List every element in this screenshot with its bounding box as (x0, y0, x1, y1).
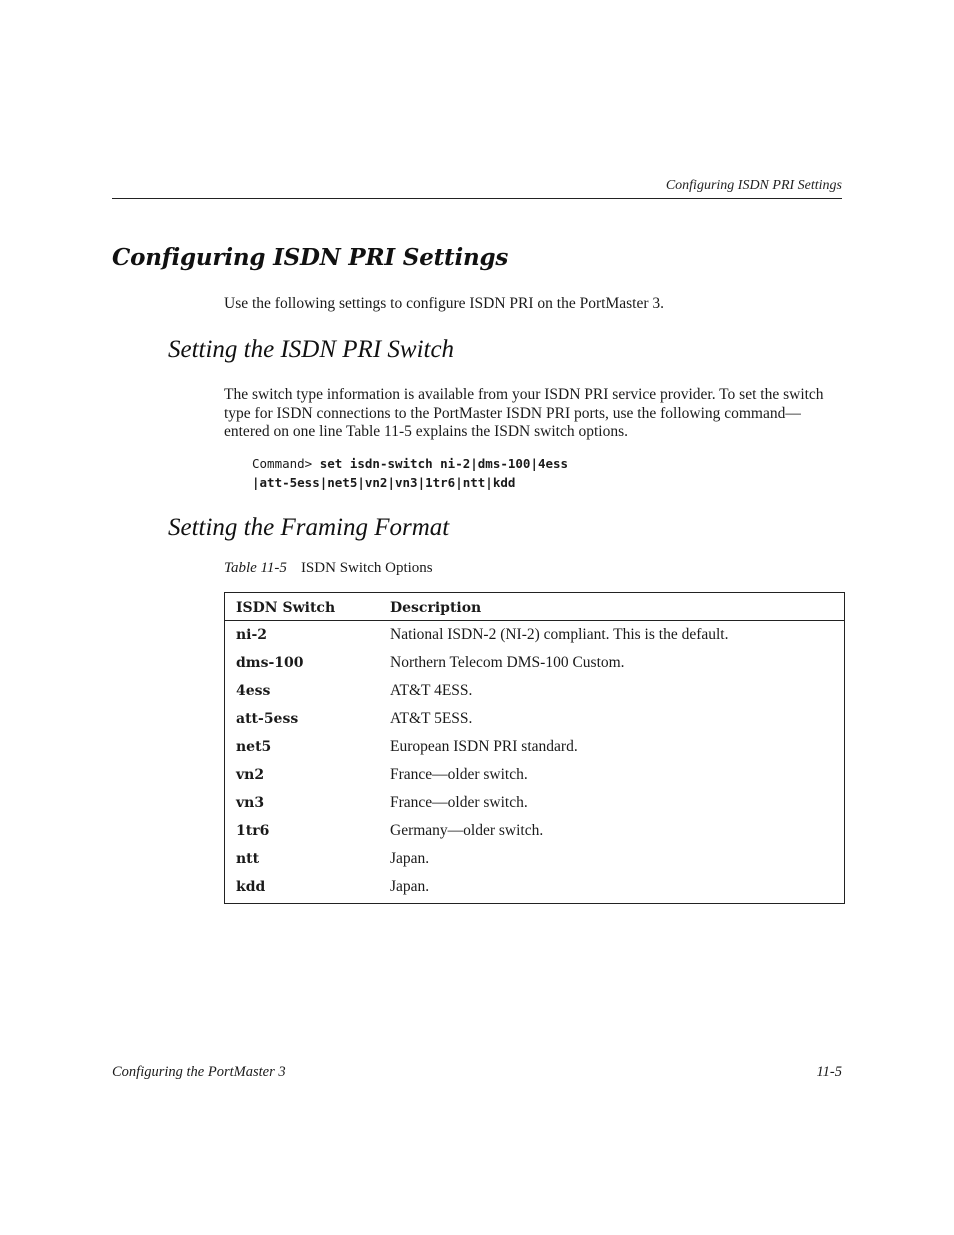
table-row (225, 789, 845, 817)
command-example (252, 454, 568, 492)
footer-book-title: Configuring the PortMaster 3 (112, 1064, 286, 1080)
table-caption-number: Table 11-5 (224, 560, 287, 576)
command-prompt: Command> (252, 456, 320, 471)
table-cell-description: Japan. (390, 850, 430, 867)
table-cell-switch: dms-100 (236, 655, 304, 671)
table-cell-description: Japan. (390, 878, 430, 895)
section-title-framing: Setting the Framing Format (168, 514, 450, 541)
table-cell-switch: 1tr6 (236, 823, 270, 839)
table-cell-description: National ISDN-2 (NI-2) compliant. This is the default. (390, 626, 729, 643)
table-cell-switch: vn2 (236, 767, 265, 783)
table-cell-switch: 4ess (236, 683, 271, 699)
footer-page-number: 11-5 (816, 1064, 842, 1080)
table-cell-description: European ISDN PRI standard. (390, 738, 578, 755)
table-row (225, 845, 845, 873)
table-caption (224, 560, 433, 577)
table-cell-description: France—older switch. (390, 766, 528, 783)
table-cell-switch: att-5ess (236, 711, 299, 727)
table-row (225, 761, 845, 789)
table-row (225, 733, 845, 761)
command-line-2: |att-5ess|net5|vn2|vn3|1tr6|ntt|kdd (252, 475, 516, 490)
header-rule (112, 198, 842, 199)
table-header-row (225, 593, 845, 621)
table-cell-switch: net5 (236, 739, 272, 755)
table-row (225, 621, 845, 650)
section-title-switch: Setting the ISDN PRI Switch (168, 336, 455, 363)
table-header-switch: ISDN Switch (225, 593, 391, 621)
running-header: Configuring ISDN PRI Settings (665, 178, 842, 193)
table-row (225, 817, 845, 845)
table-row (225, 705, 845, 733)
table-cell-switch: vn3 (236, 795, 265, 811)
table-cell-description: AT&T 4ESS. (390, 682, 473, 699)
table-row (225, 649, 845, 677)
table-cell-description: Germany—older switch. (390, 822, 544, 839)
table-cell-description: Northern Telecom DMS-100 Custom. (390, 654, 625, 671)
table-cell-switch: ni-2 (236, 627, 268, 643)
table-cell-description: AT&T 5ESS. (390, 710, 473, 727)
isdn-switch-options-table (224, 592, 845, 904)
table-cell-description: France—older switch. (390, 794, 528, 811)
section-switch-body: The switch type information is available from your ISDN PRI service provider. To set the switch type for ISDN connections to the PortMaster ISDN PRI ports, use the following command—entered on one line Table 11-5 explains the ISDN switch options. (224, 386, 824, 440)
chapter-title: Configuring ISDN PRI Settings (112, 244, 509, 271)
table-header-description: Description (390, 593, 845, 621)
table-cell-switch: kdd (236, 879, 266, 895)
table-cell-switch: ntt (236, 851, 260, 867)
command-line-1: set isdn-switch ni-2|dms-100|4ess (319, 456, 569, 471)
table-caption-title: ISDN Switch Options (300, 560, 433, 576)
chapter-intro: Use the following settings to configure ISDN PRI on the PortMaster 3. (224, 295, 664, 312)
table-row (225, 873, 845, 904)
table-row (225, 677, 845, 705)
